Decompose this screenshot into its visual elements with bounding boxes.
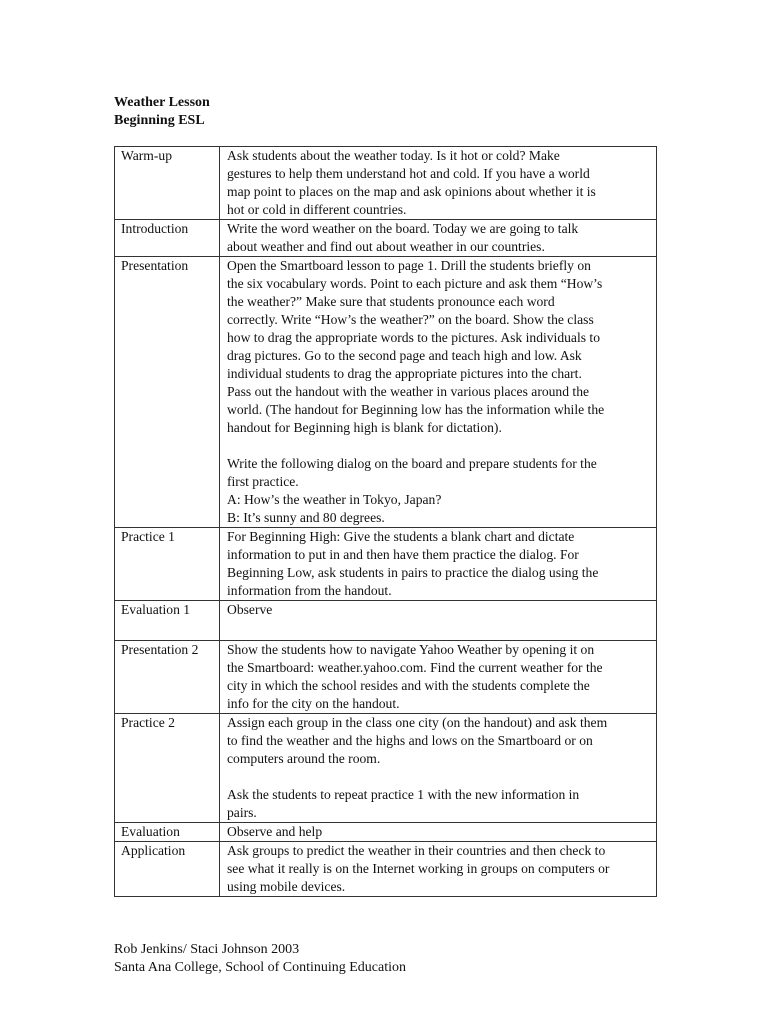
activity-line: Beginning Low, ask students in pairs to practice the dialog using the <box>227 565 599 580</box>
document-title <box>114 94 210 130</box>
stage-cell: Presentation <box>115 257 220 528</box>
activity-line: about weather and find out about weather in our countries. <box>227 239 545 254</box>
activity-paragraph <box>227 220 653 256</box>
activity-paragraph <box>227 823 653 841</box>
activity-paragraph <box>227 714 653 768</box>
activity-line: using mobile devices. <box>227 879 346 894</box>
activity-line: gestures to help them understand hot and cold. If you have a world <box>227 166 590 181</box>
activity-cell <box>220 601 657 641</box>
activity-line: handout for Beginning high is blank for dictation). <box>227 420 502 435</box>
activity-line: first practice. <box>227 474 299 489</box>
activity-line: Ask students about the weather today. Is it hot or cold? Make <box>227 148 560 163</box>
activity-cell <box>220 842 657 897</box>
stage-cell: Practice 1 <box>115 528 220 601</box>
activity-line: correctly. Write “How’s the weather?” on the board. Show the class <box>227 312 594 327</box>
activity-line: Observe <box>227 602 273 617</box>
document-footer <box>114 941 406 977</box>
stage-cell: Presentation 2 <box>115 641 220 714</box>
table-row <box>115 147 657 220</box>
activity-line: see what it really is on the Internet working in groups on computers or <box>227 861 610 876</box>
activity-line: information to put in and then have them practice the dialog. For <box>227 547 579 562</box>
table-row <box>115 842 657 897</box>
activity-cell <box>220 528 657 601</box>
stage-cell: Application <box>115 842 220 897</box>
stage-cell: Evaluation 1 <box>115 601 220 641</box>
activity-line: Show the students how to navigate Yahoo Weather by opening it on <box>227 642 595 657</box>
activity-line: Write the word weather on the board. Today we are going to talk <box>227 221 579 236</box>
table-row <box>115 601 657 641</box>
activity-line: Pass out the handout with the weather in various places around the <box>227 384 590 399</box>
activity-line: drag pictures. Go to the second page and teach high and low. Ask <box>227 348 582 363</box>
activity-line: the weather?” Make sure that students pronounce each word <box>227 294 555 309</box>
table-row <box>115 823 657 842</box>
activity-cell <box>220 147 657 220</box>
stage-cell: Introduction <box>115 220 220 257</box>
activity-line: B: It’s sunny and 80 degrees. <box>227 510 385 525</box>
activity-line: Ask the students to repeat practice 1 with the new information in <box>227 787 580 802</box>
title-line-2: Beginning ESL <box>114 113 205 128</box>
activity-line: city in which the school resides and with the students complete the <box>227 678 590 693</box>
activity-line: info for the city on the handout. <box>227 696 400 711</box>
activity-line: For Beginning High: Give the students a blank chart and dictate <box>227 529 575 544</box>
activity-cell <box>220 220 657 257</box>
activity-line <box>227 619 653 637</box>
activity-line: to find the weather and the highs and lows on the Smartboard or on <box>227 733 593 748</box>
activity-line: Assign each group in the class one city (on the handout) and ask them <box>227 715 608 730</box>
activity-line: pairs. <box>227 805 257 820</box>
activity-paragraph <box>227 528 653 600</box>
activity-line: Write the following dialog on the board and prepare students for the <box>227 456 597 471</box>
activity-line: A: How’s the weather in Tokyo, Japan? <box>227 492 442 507</box>
activity-paragraph <box>227 147 653 219</box>
footer-authors: Rob Jenkins/ Staci Johnson 2003 <box>114 942 300 957</box>
activity-line: map point to places on the map and ask opinions about whether it is <box>227 184 596 199</box>
activity-paragraph <box>227 786 653 822</box>
activity-paragraph <box>227 842 653 896</box>
activity-cell <box>220 823 657 842</box>
table-row <box>115 257 657 528</box>
activity-paragraph <box>227 601 653 637</box>
stage-cell: Warm-up <box>115 147 220 220</box>
title-line-1: Weather Lesson <box>114 95 210 110</box>
activity-line: computers around the room. <box>227 751 381 766</box>
table-row <box>115 220 657 257</box>
lesson-plan-body <box>115 147 657 897</box>
activity-paragraph <box>227 257 653 437</box>
activity-cell <box>220 714 657 823</box>
stage-cell: Evaluation <box>115 823 220 842</box>
activity-line: Ask groups to predict the weather in their countries and then check to <box>227 843 606 858</box>
activity-line: how to drag the appropriate words to the pictures. Ask individuals to <box>227 330 601 345</box>
activity-paragraph <box>227 641 653 713</box>
table-row <box>115 528 657 601</box>
activity-line: world. (The handout for Beginning low has the information while the <box>227 402 605 417</box>
activity-line: hot or cold in different countries. <box>227 202 407 217</box>
activity-cell <box>220 641 657 714</box>
footer-institution: Santa Ana College, School of Continuing Education <box>114 960 407 975</box>
stage-cell: Practice 2 <box>115 714 220 823</box>
activity-line: individual students to drag the appropriate pictures into the chart. <box>227 366 582 381</box>
activity-line: the six vocabulary words. Point to each picture and ask them “How’s <box>227 276 603 291</box>
activity-line: the Smartboard: weather.yahoo.com. Find the current weather for the <box>227 660 603 675</box>
lesson-plan-table <box>114 146 657 897</box>
table-row <box>115 641 657 714</box>
table-row <box>115 714 657 823</box>
activity-cell <box>220 257 657 528</box>
activity-line: Observe and help <box>227 824 323 839</box>
activity-line: information from the handout. <box>227 583 392 598</box>
activity-paragraph <box>227 455 653 527</box>
activity-line: Open the Smartboard lesson to page 1. Drill the students briefly on <box>227 258 591 273</box>
